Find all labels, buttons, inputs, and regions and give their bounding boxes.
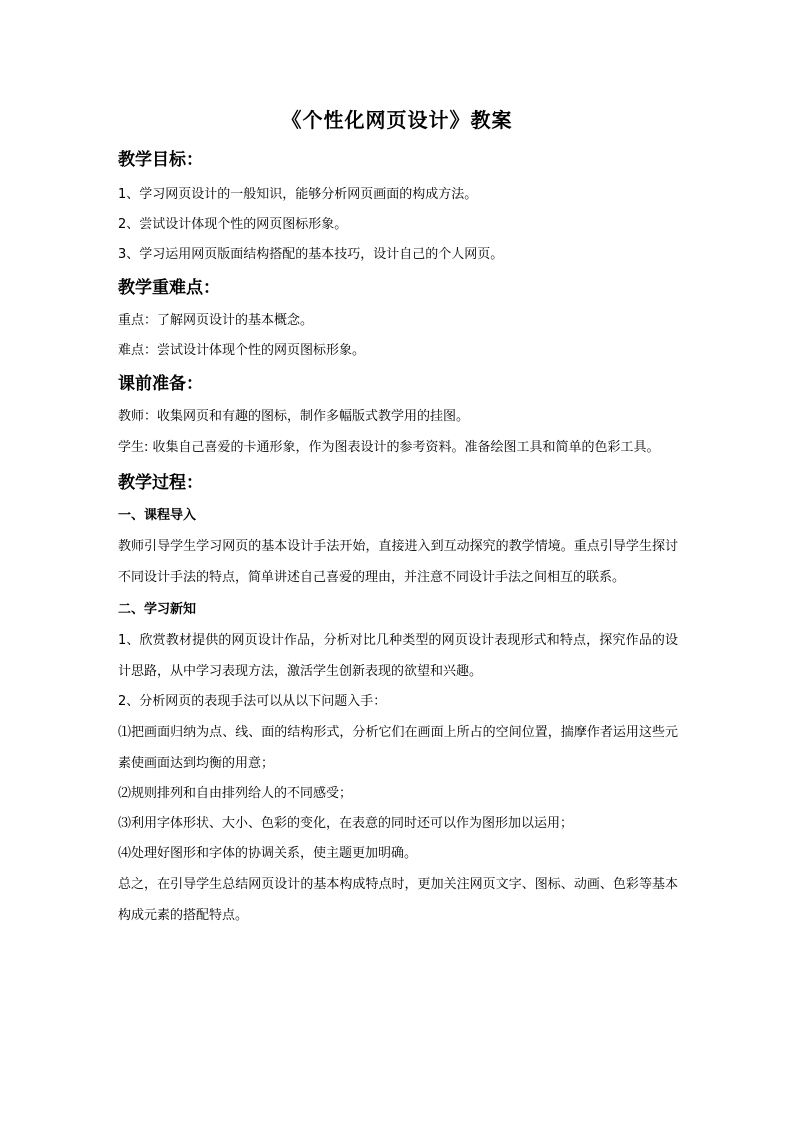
process-part2-item: 总之，在引导学生总结网页设计的基本构成特点时，更加关注网页文字、图标、动画、色彩等基本构成元素的搭配特点。	[118, 877, 678, 923]
preparation-item: 学生: 收集自己喜爱的卡通形象，作为图表设计的参考资料。准备绘图工具和简单的色彩工具。	[118, 440, 660, 455]
objectives-list	[118, 180, 678, 270]
preparation-heading: 课前准备：	[118, 374, 203, 394]
objectives-heading: 教学目标：	[118, 150, 203, 170]
process-part2-item: 2、分析网页的表现手法可以从以下问题入手：	[118, 694, 387, 709]
preparation-list	[118, 402, 678, 463]
objective-item: 3、学习运用网页版面结构搭配的基本技巧，设计自己的个人网页。	[118, 247, 504, 262]
process-part1-text: 教师引导学生学习网页的基本设计手法开始，直接进入到互动探究的教学情境。重点引导学生探讨不同设计手法的特点，简单讲述自己喜爱的理由，并注意不同设计手法之间相互的联系。	[118, 539, 678, 585]
key-points-heading: 教学重难点：	[118, 278, 220, 298]
key-point-item: 重点：了解网页设计的基本概念。	[118, 313, 314, 328]
preparation-item: 教师：收集网页和有趣的图标，制作多幅版式教学用的挂图。	[118, 409, 470, 424]
process-part2-item: ⑶利用字体形状、大小、色彩的变化，在表意的同时还可以作为图形加以运用；	[118, 816, 574, 831]
objective-item: 2、尝试设计体现个性的网页图标形象。	[118, 217, 348, 232]
process-part2-item: ⑴把画面归纳为点、线、面的结构形式，分析它们在画面上所占的空间位置，揣摩作者运用这些元素使画面达到均衡的用意；	[118, 725, 678, 771]
process-part2-heading: 二、学习新知	[118, 602, 197, 617]
key-point-item: 难点：尝试设计体现个性的网页图标形象。	[118, 343, 366, 358]
document-body	[118, 148, 678, 931]
objective-item: 1、学习网页设计的一般知识，能够分析网页画面的构成方法。	[118, 187, 478, 202]
process-part1-heading: 一、课程导入	[118, 508, 197, 523]
process-part2-item: ⑵规则排列和自由排列给人的不同感受；	[118, 786, 353, 801]
process-heading: 教学过程：	[118, 473, 203, 493]
document-title: 《个性化网页设计》教案	[281, 108, 513, 132]
process-part2-item: ⑷处理好图形和字体的协调关系，使主题更加明确。	[118, 846, 418, 861]
process-section	[118, 501, 678, 931]
process-part2-item: 1、欣赏教材提供的网页设计作品，分析对比几种类型的网页设计表现形式和特点，探究作品的设计思路，从中学习表现方法，激活学生创新表现的欲望和兴趣。	[118, 633, 678, 679]
key-points-list	[118, 306, 678, 366]
